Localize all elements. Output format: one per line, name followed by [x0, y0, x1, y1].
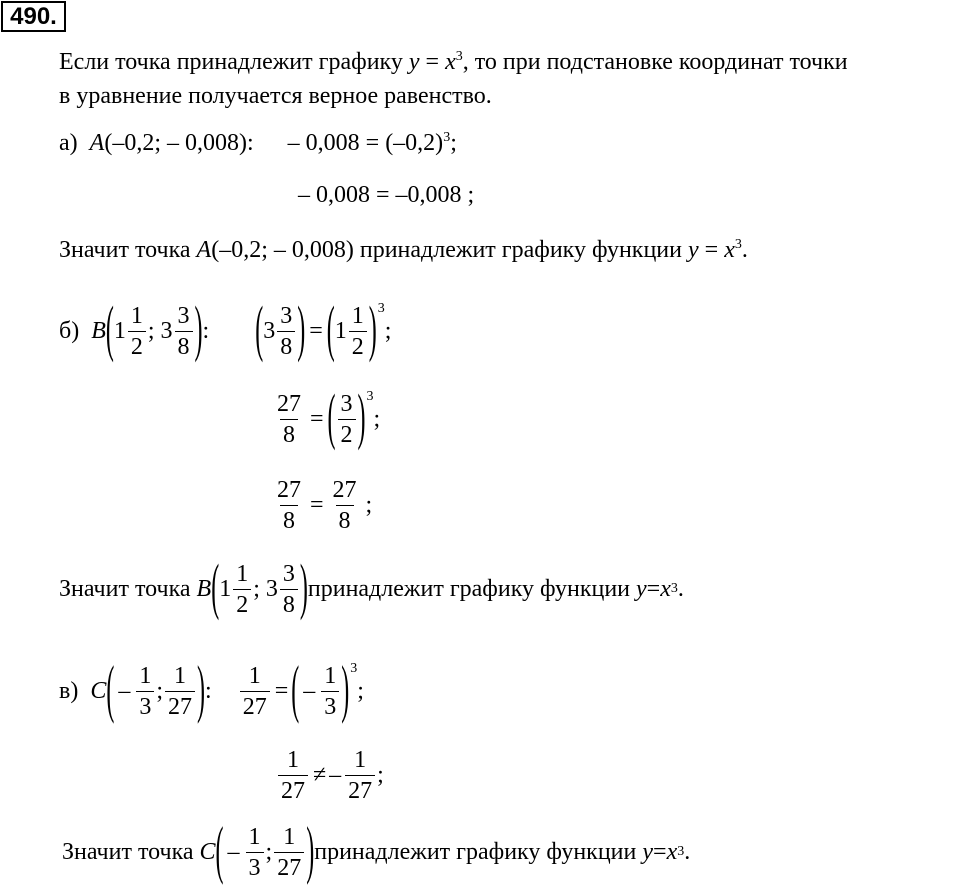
func-x: x — [660, 576, 671, 602]
not-equal-sign: ≠ — [313, 762, 327, 788]
semicolon: ; — [373, 406, 381, 432]
denominator: 8 — [280, 589, 298, 617]
numerator: 27 — [277, 390, 301, 417]
paren-right: ) — [306, 816, 315, 888]
part-a-eq1-exp: 3 — [443, 130, 451, 145]
func-y: y — [642, 839, 654, 865]
numerator: 27 — [332, 476, 357, 503]
paren-left: ( — [215, 816, 224, 888]
func-exp: 3 — [670, 581, 678, 596]
paren-right: ) — [299, 555, 308, 623]
separator: ; — [156, 678, 164, 704]
func-exp: 3 — [455, 49, 463, 64]
equals-sign: = — [310, 406, 324, 432]
numerator: 27 — [277, 476, 301, 503]
part-a-eq1: – 0,008 = (–0,2) — [287, 130, 444, 156]
denominator: 8 — [280, 505, 298, 533]
numerator: 1 — [174, 662, 187, 689]
fraction — [240, 664, 270, 719]
part-a-conclusion-prefix: Значит точка — [59, 237, 197, 263]
part-c-conclusion — [62, 816, 690, 888]
paren-left: ( — [211, 555, 220, 623]
denominator: 27 — [345, 775, 375, 803]
fraction — [246, 825, 264, 880]
func-y: y — [636, 576, 647, 602]
fraction — [338, 392, 356, 447]
numerator: 3 — [340, 390, 353, 417]
paren-right: ) — [197, 655, 206, 727]
part-b-x-whole: 1 — [113, 318, 126, 344]
part-b-conclusion-point: B — [196, 576, 212, 602]
paren-left: ( — [327, 385, 336, 453]
fraction — [175, 304, 193, 359]
part-c-line-2 — [276, 738, 384, 812]
fraction — [330, 478, 360, 533]
denominator: 2 — [128, 331, 146, 359]
separator: ; — [253, 576, 260, 602]
denominator: 3 — [136, 691, 154, 719]
denominator: 8 — [336, 505, 354, 533]
fraction — [345, 748, 375, 803]
paren-right: ) — [297, 297, 306, 365]
denominator: 3 — [321, 691, 339, 719]
part-c-conclusion-text: принадлежит графику функции — [314, 839, 637, 865]
part-a-label: а) — [59, 130, 78, 156]
problem-number: 490. — [1, 1, 66, 32]
intro-line-1 — [59, 50, 848, 74]
part-c-label: в) — [59, 678, 79, 704]
numerator: 1 — [139, 662, 152, 689]
part-b-line-1 — [59, 296, 391, 366]
numerator: 3 — [280, 302, 293, 329]
func-eq: = — [419, 49, 446, 75]
separator: ; — [147, 318, 155, 344]
numerator: 1 — [130, 302, 143, 329]
denominator: 27 — [274, 852, 304, 880]
denominator: 2 — [338, 419, 356, 447]
part-b-x-whole: 1 — [219, 576, 232, 602]
func-y: y — [688, 237, 699, 263]
semicolon: ; — [384, 318, 392, 344]
fraction — [274, 825, 304, 880]
exponent: 3 — [350, 661, 358, 676]
paren-right: ) — [341, 655, 350, 727]
denominator: 27 — [240, 691, 270, 719]
part-a-conclusion — [59, 238, 748, 262]
paren-left: ( — [291, 655, 300, 727]
fraction — [233, 562, 251, 617]
fraction — [278, 748, 308, 803]
fraction — [136, 664, 154, 719]
semicolon: ; — [365, 492, 373, 518]
part-c-point-name: C — [90, 678, 107, 704]
part-b-line-2 — [272, 384, 380, 454]
numerator: 1 — [354, 746, 367, 773]
part-b-conclusion-text: принадлежит графику функции — [307, 576, 631, 602]
part-a-conclusion-coords: (–0,2; – 0,008) принадлежит графику функции — [211, 237, 688, 263]
separator: ; — [265, 839, 273, 865]
fraction — [280, 562, 298, 617]
part-b-y-whole: 3 — [265, 576, 278, 602]
denominator: 8 — [277, 331, 295, 359]
part-c-conclusion-end: . — [684, 839, 691, 865]
fraction — [321, 664, 339, 719]
exponent: 3 — [366, 389, 374, 404]
paren-left: ( — [106, 655, 115, 727]
intro-line-1-prefix: Если точка принадлежит графику — [59, 49, 409, 75]
part-c-conclusion-point: C — [199, 839, 216, 865]
fraction — [128, 304, 146, 359]
func-eq: = — [646, 576, 661, 602]
equals-sign: = — [309, 318, 323, 344]
part-b-conclusion-end: . — [677, 576, 684, 602]
numerator: 3 — [177, 302, 190, 329]
part-a-eq2: – 0,008 = –0,008 ; — [298, 182, 475, 208]
fraction — [274, 392, 304, 447]
func-eq: = — [698, 237, 725, 263]
part-c-conclusion-prefix: Значит точка — [62, 839, 194, 865]
numerator: 1 — [248, 662, 261, 689]
func-exp: 3 — [677, 844, 685, 859]
part-b-point-name: B — [91, 318, 106, 344]
part-a-point-name: A — [89, 130, 105, 156]
part-b-eq1-right-whole: 1 — [334, 318, 347, 344]
fraction — [165, 664, 195, 719]
paren-left: ( — [326, 297, 335, 365]
part-a-eq1-end: ; — [450, 130, 457, 156]
paren-right: ) — [194, 297, 203, 365]
minus-sign: – — [227, 839, 240, 865]
numerator: 1 — [287, 746, 299, 773]
numerator: 1 — [324, 662, 337, 689]
func-eq: = — [653, 839, 667, 865]
minus-sign: – — [329, 762, 342, 788]
numerator: 1 — [236, 560, 249, 587]
denominator: 2 — [349, 331, 367, 359]
func-exp: 3 — [734, 237, 742, 252]
exponent: 3 — [377, 301, 385, 316]
part-b-eq1-left-whole: 3 — [263, 318, 276, 344]
paren-left: ( — [255, 297, 264, 365]
fraction — [274, 478, 304, 533]
part-b-conclusion-prefix: Значит точка — [59, 576, 191, 602]
paren-left: ( — [105, 297, 114, 365]
minus-sign: – — [118, 678, 131, 704]
equals-sign: = — [310, 492, 324, 518]
colon: : — [205, 678, 212, 704]
part-c-line-1 — [59, 654, 364, 728]
part-a-conclusion-point: A — [196, 237, 212, 263]
fraction — [277, 304, 295, 359]
intro-line-2: в уравнение получается верное равенство. — [59, 83, 492, 109]
part-a-point-coords: (–0,2; – 0,008): — [104, 130, 254, 156]
minus-sign: – — [303, 678, 316, 704]
numerator: 1 — [283, 823, 296, 850]
semicolon: ; — [357, 678, 364, 704]
paren-right: ) — [368, 297, 377, 365]
denominator: 3 — [246, 852, 264, 880]
part-b-label: б) — [59, 318, 80, 344]
denominator: 2 — [233, 589, 251, 617]
semicolon: ; — [377, 762, 384, 788]
equals-sign: = — [274, 678, 289, 704]
denominator: 8 — [280, 419, 298, 447]
denominator: 8 — [175, 331, 193, 359]
part-a-conclusion-end: . — [741, 237, 748, 263]
denominator: 27 — [278, 775, 308, 803]
func-x: x — [724, 237, 735, 263]
part-b-y-whole: 3 — [160, 318, 173, 344]
numerator: 1 — [248, 823, 261, 850]
denominator: 27 — [165, 691, 195, 719]
colon: : — [202, 318, 210, 344]
func-y: y — [408, 49, 420, 75]
part-b-line-3 — [272, 470, 372, 540]
fraction — [349, 304, 367, 359]
part-b-conclusion — [59, 553, 684, 625]
func-x: x — [666, 839, 678, 865]
intro-line-1-suffix: , то при подстановке координат точки — [462, 49, 848, 75]
func-x: x — [445, 49, 456, 75]
paren-right: ) — [357, 385, 366, 453]
numerator: 1 — [351, 302, 364, 329]
part-a-line-1 — [59, 131, 457, 155]
numerator: 3 — [282, 560, 295, 587]
